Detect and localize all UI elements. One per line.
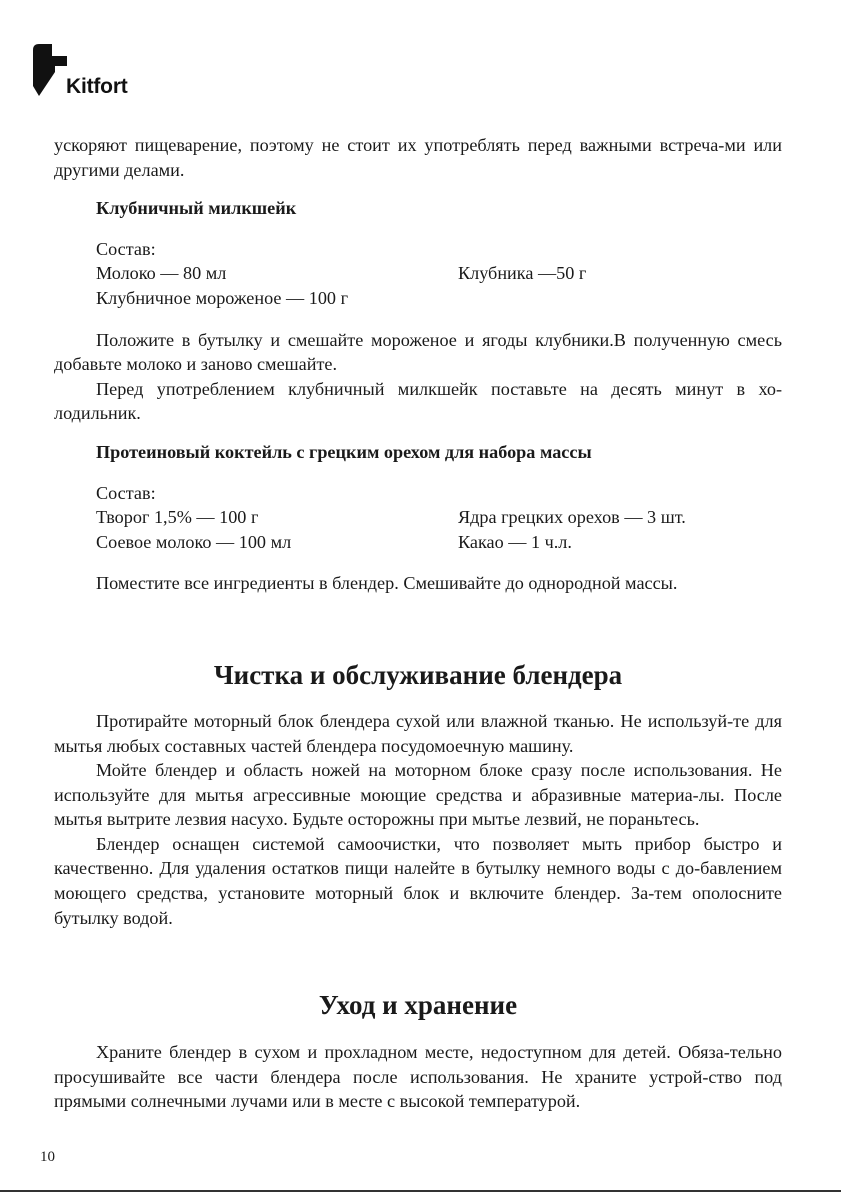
composition-label: Состав: xyxy=(96,482,156,503)
page-content xyxy=(54,133,782,1114)
section-paragraph: Блендер оснащен системой самоочистки, что позволяет мыть прибор быстро и качественно. Для удаления остатков пищи налейте в бутылку немного воды с до-бавлением моющего средства, установите моторный блок и включите блендер. За-тем ополосните бутылку водой. xyxy=(54,833,782,928)
section-paragraph: Храните блендер в сухом и прохладном месте, недоступном для детей. Обяза-тельно просушивайте все части блендера после использования. Не храните устрой-ство под прямыми солнечными лучами или в месте с высокой температурой. xyxy=(54,1042,782,1112)
kitfort-logo xyxy=(33,44,153,99)
ingredient-row xyxy=(96,286,782,311)
ingredient: Молоко — 80 мл xyxy=(96,263,227,284)
recipe-title: Протеиновый коктейль с грецким орехом для набора массы xyxy=(96,441,592,462)
brand-name: Kitfort xyxy=(66,75,128,98)
ingredient: Соевое молоко — 100 мл xyxy=(96,531,292,552)
ingredient: Какао — 1 ч.л. xyxy=(458,531,572,552)
ingredient-row xyxy=(96,530,782,555)
section-heading: Чистка и обслуживание блендера xyxy=(213,659,623,690)
ingredient-row xyxy=(96,261,782,286)
section-paragraph: Протирайте моторный блок блендера сухой или влажной тканью. Не используй-те для мытья любых составных частей блендера посудомоечную машину. xyxy=(54,710,782,756)
ingredient: Клубника —50 г xyxy=(458,263,587,284)
ingredient: Ядра грецких орехов — 3 шт. xyxy=(458,507,686,528)
ingredient-row xyxy=(96,505,782,530)
intro-paragraph: ускоряют пищеварение, поэтому не стоит их употреблять перед важными встреча-ми или другими делами. xyxy=(54,135,782,180)
ingredient: Клубничное мороженое — 100 г xyxy=(96,287,349,308)
composition-label: Состав: xyxy=(96,238,156,259)
recipe-title: Клубничный милкшейк xyxy=(96,198,297,219)
kitfort-logo-icon xyxy=(33,44,67,96)
page-bottom-border xyxy=(0,1190,841,1192)
ingredient: Творог 1,5% — 100 г xyxy=(96,507,259,528)
recipe-paragraph: Поместите все ингредиенты в блендер. Смешивайте до однородной массы. xyxy=(96,573,678,594)
page-number: 10 xyxy=(40,1149,55,1165)
recipe-paragraph: Положите в бутылку и смешайте мороженое и ягоды клубники.В полученную смесь добавьте молоко и заново смешайте. xyxy=(54,329,782,375)
ingredients-block xyxy=(96,237,782,311)
section-paragraph: Мойте блендер и область ножей на моторном блоке сразу после использования. Не используйте для мытья агрессивные моющие средства и абразивные материа-лы. После мытья вытрите лезвия насухо. Будьте осторожны при мытье лезвий, не пораньтесь. xyxy=(54,760,782,830)
ingredients-block xyxy=(96,481,782,555)
recipe-paragraph: Перед употреблением клубничный милкшейк поставьте на десять минут в хо-лодильник. xyxy=(54,378,782,424)
section-heading: Уход и хранение xyxy=(318,990,518,1021)
